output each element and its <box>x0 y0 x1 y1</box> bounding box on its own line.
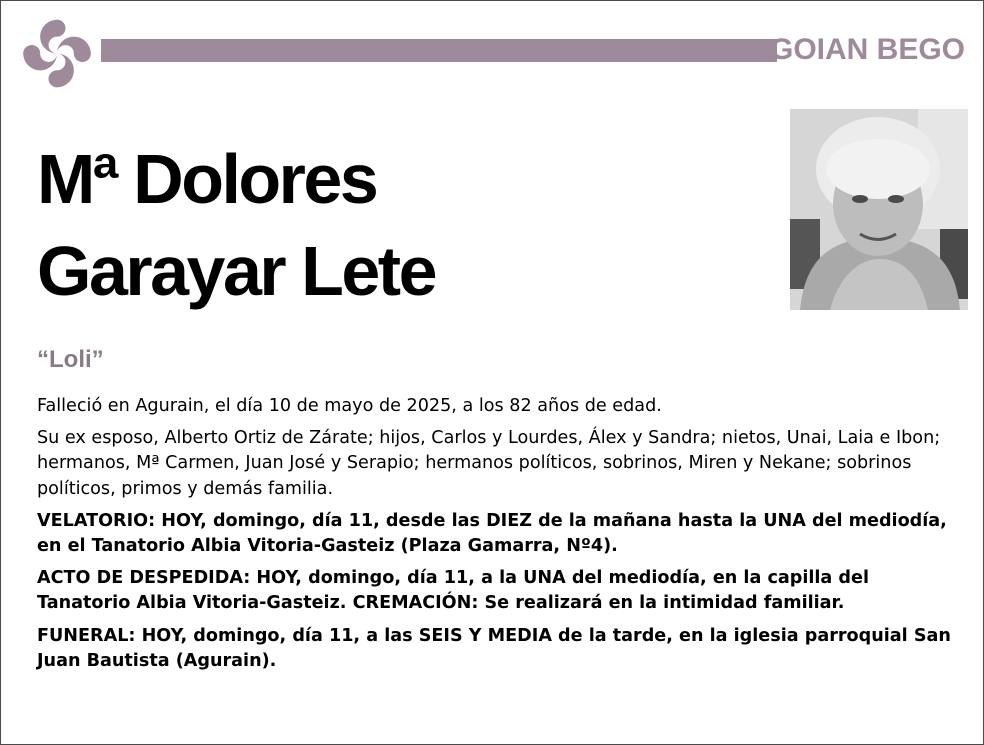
funeral-details: FUNERAL: HOY, domingo, día 11, a las SEIS Y MEDIA de la tarde, en la iglesia parroquial San Juan Bautista (Agurain). <box>37 625 951 671</box>
lauburu-head-bottom <box>49 54 74 88</box>
header-band <box>101 39 777 62</box>
lauburu-head-right <box>57 37 91 62</box>
lauburu-icon <box>17 16 97 91</box>
lauburu-head-top <box>40 20 65 54</box>
name-line-1: Mª Dolores <box>37 140 377 218</box>
lauburu-head-left <box>23 45 57 70</box>
wake-details: VELATORIO: HOY, domingo, día 11, desde las DIEZ de la mañana hasta la UNA del mediodía, en el Tanatorio Albia Vitoria-Gasteiz (Plaza Gamarra, Nº4). <box>37 510 947 557</box>
family-list: Su ex esposo, Alberto Ortiz de Zárate; hijos, Carlos y Lourdes, Álex y Sandra; nietos, Unai, Laia e Ibon; hermanos, Mª Carmen, Juan José y Serapio; hermanos políticos, sobrinos, Miren y Nekane; sobrinos políticos, primos y demás familia. <box>37 428 941 499</box>
death-announcement: Falleció en Agurain, el día 10 de mayo de 2025, a los 82 años de edad. <box>37 396 662 416</box>
deceased-name <box>37 133 435 317</box>
name-line-2: Garayar Lete <box>37 232 436 310</box>
nickname: “Loli” <box>37 346 104 373</box>
notice-body <box>37 394 957 681</box>
section-label: GOIAN BEGO <box>769 33 965 66</box>
portrait-photo <box>790 109 968 310</box>
farewell-details: ACTO DE DESPEDIDA: HOY, domingo, día 11, a la UNA del mediodía, en la capilla del Tanatorio Albia Vitoria-Gasteiz. CREMACIÓN: Se realizará en la intimidad familiar. <box>37 568 869 614</box>
